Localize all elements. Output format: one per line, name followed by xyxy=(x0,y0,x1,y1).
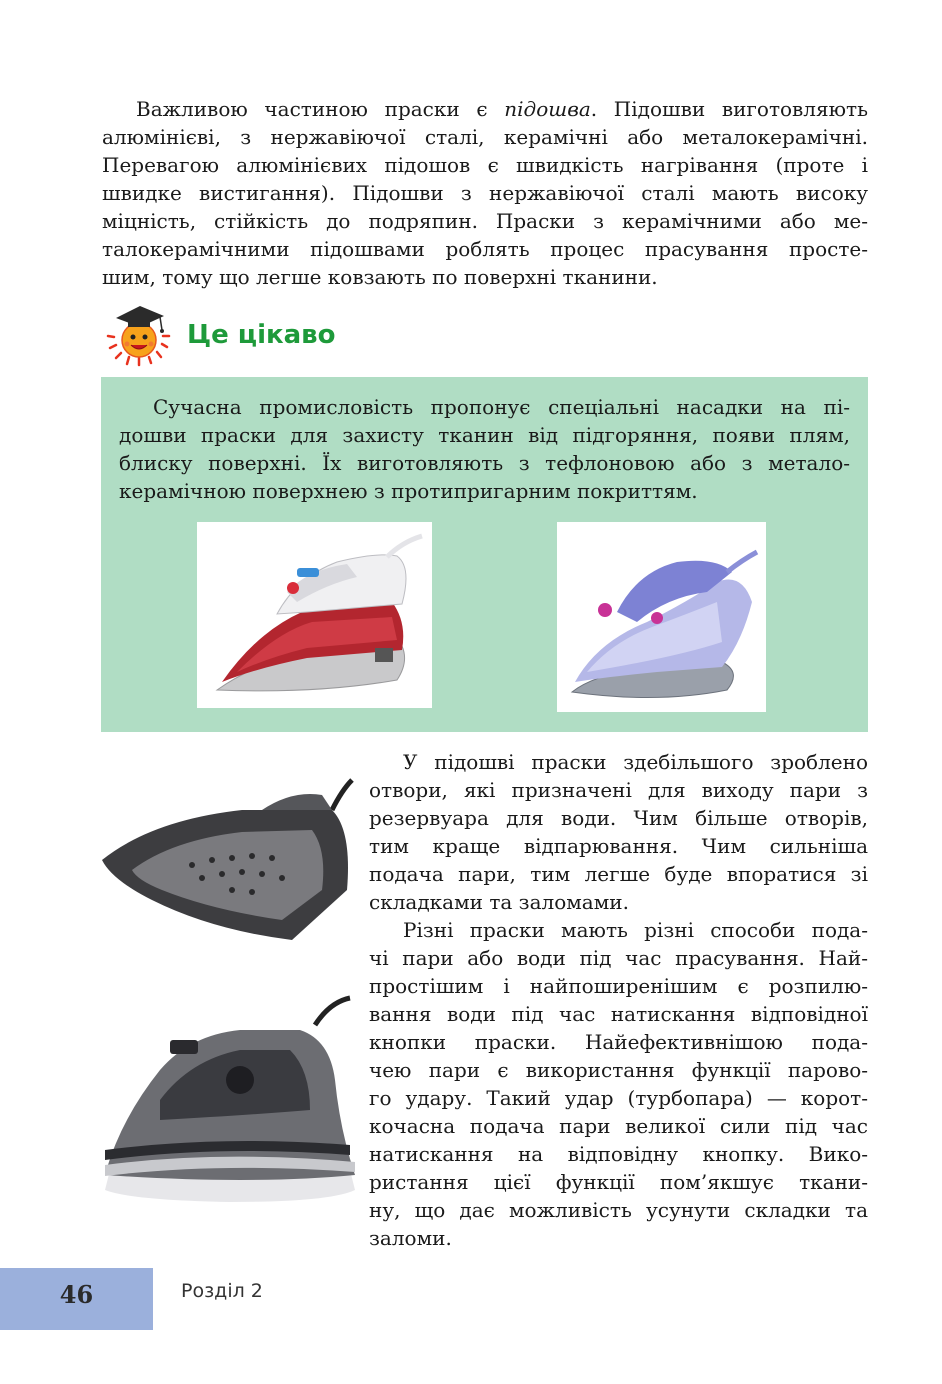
interesting-line: Сучасна промисловість пропонує спеціальні насадки на пі- xyxy=(153,395,850,419)
intro-paragraph xyxy=(102,95,868,291)
steam-paragraph xyxy=(369,916,868,1252)
intro-line: шим, тому що легше ковзають по поверхні тканини. xyxy=(102,265,658,289)
section-label: Розділ 2 xyxy=(181,1280,263,1302)
page-number: 46 xyxy=(59,1280,94,1309)
interesting-line: дошви праски для захисту тканин від підгоряння, появи плям, xyxy=(119,423,850,447)
soleplate-line: складками та заломами. xyxy=(369,890,629,914)
interesting-title: Це цікаво xyxy=(187,320,336,350)
steam-line: Різні праски мають різні способи пода- xyxy=(403,918,868,942)
soleplate-line: У підошві праски здебільшого зроблено xyxy=(403,750,868,774)
steam-line: кочасна подача пари великої сили під час xyxy=(369,1114,868,1138)
intro-line: швидке вистигання). Підошви з нержавіючої сталі мають високу xyxy=(102,181,868,205)
steam-line: вання води під час натискання відповідної xyxy=(369,1002,868,1026)
steam-line: чі пари або води під час прасування. Най- xyxy=(369,946,868,970)
intro-line: талокерамічними підошвами роблять процес прасування просте- xyxy=(102,237,868,261)
blue-steam-iron-image xyxy=(557,522,766,712)
interesting-header xyxy=(100,296,500,368)
interesting-paragraph xyxy=(119,393,850,505)
emphasis-term: підошва xyxy=(504,97,591,121)
interesting-line: керамічною поверхнею з протипригарним покриттям. xyxy=(119,479,698,503)
intro-line: Перевагою алюмінієвих підошов є швидкість нагрівання (проте і xyxy=(102,153,868,177)
soleplate-line: резервуара для води. Чим більше отворів, xyxy=(369,806,868,830)
soleplate-line: отвори, які призначені для виходу пари з xyxy=(369,778,868,802)
steam-line: ристання цієї функції пом’якшує ткани- xyxy=(369,1170,868,1194)
iron-soleplate-view-image xyxy=(92,770,362,970)
steam-line: чею пари є використання функції парово- xyxy=(369,1058,868,1082)
steam-line: простішим і найпоширенішим є розпилю- xyxy=(369,974,868,998)
intro-line: міцність, стійкість до подряпин. Праски з керамічними або ме- xyxy=(102,209,868,233)
soleplate-paragraph xyxy=(369,748,868,916)
intro-line-1: Важливою частиною праски є підошва. Підошви виготовляють xyxy=(136,97,868,121)
steam-line: го удару. Такий удар (турбопара) — корот- xyxy=(369,1086,868,1110)
soleplate-line: подача пари, тим легше буде впоратися зі xyxy=(369,862,868,886)
steam-line: кнопки праски. Найефективнішою пода- xyxy=(369,1030,868,1054)
red-steam-iron-image xyxy=(197,522,432,708)
steam-line: натискання на відповідну кнопку. Вико- xyxy=(369,1142,868,1166)
intro-line: алюмінієві, з нержавіючої сталі, керамічні або металокерамічні. xyxy=(102,125,868,149)
steam-line: заломи. xyxy=(369,1226,452,1250)
student-sun-mascot-icon xyxy=(102,296,174,368)
interesting-line: блиску поверхні. Їх виготовляють з тефлоновою або з метало- xyxy=(119,451,850,475)
soleplate-line: тим краще відпарювання. Чим сильніша xyxy=(369,834,868,858)
steam-line: ну, що дає можливість усунути складки та xyxy=(369,1198,868,1222)
grey-steam-iron-image xyxy=(100,990,362,1218)
